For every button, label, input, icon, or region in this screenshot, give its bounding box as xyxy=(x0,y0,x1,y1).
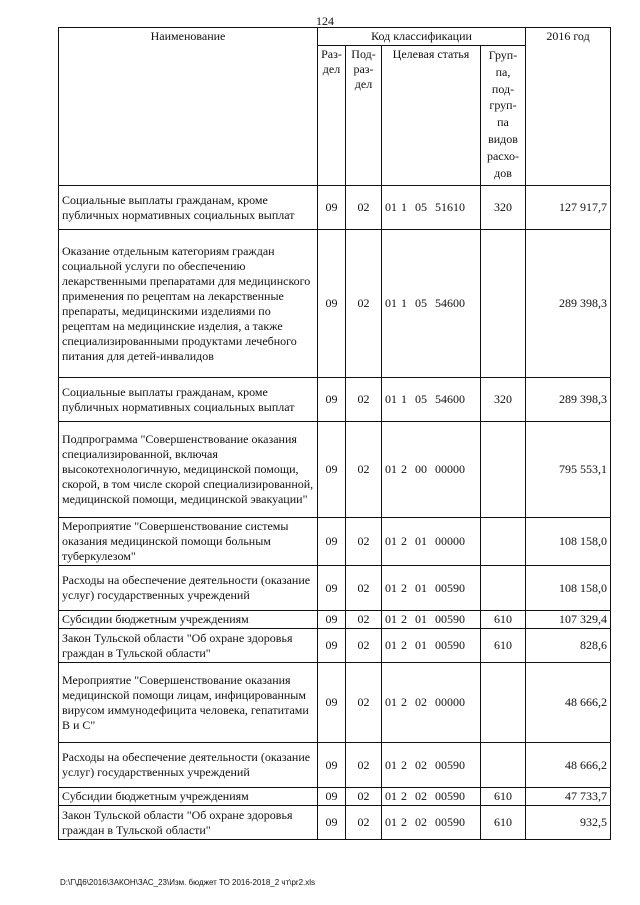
row-name: Социальные выплаты гражданам, кроме публичных нормативных социальных выплат xyxy=(59,186,318,230)
row-name: Субсидии бюджетным учреждениям xyxy=(59,788,318,806)
header-podrazdel: Под- раз- дел xyxy=(346,46,382,186)
article-direction: 00590 xyxy=(435,757,465,772)
table-row xyxy=(59,663,611,743)
row-group: 320 xyxy=(481,378,526,422)
row-value-2016: 108 158,0 xyxy=(526,518,611,566)
article-subprogram: 2 xyxy=(401,757,407,772)
article-subprogram: 1 xyxy=(401,392,407,406)
row-group xyxy=(481,230,526,378)
table-row xyxy=(59,629,611,663)
article-program: 01 xyxy=(385,612,397,626)
article-direction: 00000 xyxy=(435,534,465,548)
row-article xyxy=(382,186,481,230)
row-group: 610 xyxy=(481,806,526,840)
row-name: Социальные выплаты гражданам, кроме публичных нормативных социальных выплат xyxy=(59,378,318,422)
table-row xyxy=(59,422,611,518)
article-program: 01 xyxy=(385,580,397,595)
article-event: 02 xyxy=(415,815,427,829)
row-group xyxy=(481,518,526,566)
row-razdel: 09 xyxy=(318,629,346,663)
header-razdel: Раз- дел xyxy=(318,46,346,186)
article-event: 00 xyxy=(415,462,427,476)
article-program: 01 xyxy=(385,392,397,406)
table-row xyxy=(59,518,611,566)
header-code: Код классификации xyxy=(318,28,526,46)
row-podrazdel: 02 xyxy=(346,629,382,663)
row-group: 610 xyxy=(481,629,526,663)
article-event: 05 xyxy=(415,296,427,310)
row-value-2016: 127 917,7 xyxy=(526,186,611,230)
row-podrazdel: 02 xyxy=(346,566,382,611)
row-razdel: 09 xyxy=(318,788,346,806)
row-razdel: 09 xyxy=(318,663,346,743)
row-podrazdel: 02 xyxy=(346,230,382,378)
row-group: 320 xyxy=(481,186,526,230)
row-razdel: 09 xyxy=(318,566,346,611)
row-razdel: 09 xyxy=(318,806,346,840)
row-article xyxy=(382,518,481,566)
article-event: 02 xyxy=(415,789,427,803)
row-article xyxy=(382,566,481,611)
table-row xyxy=(59,743,611,788)
article-program: 01 xyxy=(385,296,397,310)
header-year: 2016 год xyxy=(526,28,611,186)
article-program: 01 xyxy=(385,789,397,803)
row-name: Субсидии бюджетным учреждениям xyxy=(59,611,318,629)
row-group xyxy=(481,566,526,611)
article-subprogram: 2 xyxy=(401,534,407,548)
article-subprogram: 1 xyxy=(401,296,407,310)
row-group xyxy=(481,663,526,743)
row-razdel: 09 xyxy=(318,186,346,230)
row-group xyxy=(481,743,526,788)
row-podrazdel: 02 xyxy=(346,186,382,230)
article-subprogram: 2 xyxy=(401,580,407,595)
article-event: 02 xyxy=(415,757,427,772)
article-event: 01 xyxy=(415,580,427,595)
row-article xyxy=(382,788,481,806)
row-article xyxy=(382,422,481,518)
row-podrazdel: 02 xyxy=(346,422,382,518)
article-program: 01 xyxy=(385,695,397,709)
table-row xyxy=(59,788,611,806)
table-row xyxy=(59,611,611,629)
article-direction: 00590 xyxy=(435,580,465,595)
article-direction: 00000 xyxy=(435,462,465,476)
article-subprogram: 1 xyxy=(401,200,407,214)
row-article xyxy=(382,629,481,663)
row-value-2016: 795 553,1 xyxy=(526,422,611,518)
row-article xyxy=(382,230,481,378)
article-event: 02 xyxy=(415,695,427,709)
article-event: 05 xyxy=(415,392,427,406)
table-row xyxy=(59,378,611,422)
row-article xyxy=(382,663,481,743)
row-razdel: 09 xyxy=(318,422,346,518)
file-path-footer: D:\Г\Д6\2016\ЗАКОН\ЗАС_23\Изм. бюджет ТО 2016-2018_2 чт\pr2.xls xyxy=(60,878,316,887)
table-row xyxy=(59,230,611,378)
article-direction: 51610 xyxy=(435,200,465,214)
article-program: 01 xyxy=(385,638,397,652)
row-razdel: 09 xyxy=(318,230,346,378)
article-program: 01 xyxy=(385,815,397,829)
article-direction: 54600 xyxy=(435,392,465,406)
header-group: Груп- па, под- груп- па видов расхо- дов xyxy=(481,46,526,186)
budget-table xyxy=(58,27,611,840)
table-body xyxy=(59,186,611,840)
row-group xyxy=(481,422,526,518)
row-podrazdel: 02 xyxy=(346,378,382,422)
article-direction: 00590 xyxy=(435,815,465,829)
row-value-2016: 48 666,2 xyxy=(526,743,611,788)
table-row xyxy=(59,186,611,230)
header-article: Целевая статья xyxy=(382,46,481,186)
row-name: Закон Тульской области "Об охране здоровья граждан в Тульской области" xyxy=(59,806,318,840)
article-program: 01 xyxy=(385,757,397,772)
article-direction: 00000 xyxy=(435,695,465,709)
row-razdel: 09 xyxy=(318,611,346,629)
article-direction: 00590 xyxy=(435,638,465,652)
article-subprogram: 2 xyxy=(401,815,407,829)
article-direction: 00590 xyxy=(435,789,465,803)
row-value-2016: 828,6 xyxy=(526,629,611,663)
row-article xyxy=(382,743,481,788)
article-event: 05 xyxy=(415,200,427,214)
article-subprogram: 2 xyxy=(401,789,407,803)
row-name: Мероприятие "Совершенствование системы оказания медицинской помощи больным туберкулезом" xyxy=(59,518,318,566)
article-event: 01 xyxy=(415,638,427,652)
row-article xyxy=(382,806,481,840)
row-razdel: 09 xyxy=(318,378,346,422)
row-name: Закон Тульской области "Об охране здоровья граждан в Тульской области" xyxy=(59,629,318,663)
row-article xyxy=(382,378,481,422)
article-subprogram: 2 xyxy=(401,612,407,626)
row-article xyxy=(382,611,481,629)
row-group: 610 xyxy=(481,611,526,629)
row-value-2016: 48 666,2 xyxy=(526,663,611,743)
header-name: Наименование xyxy=(59,28,318,186)
article-event: 01 xyxy=(415,612,427,626)
article-subprogram: 2 xyxy=(401,695,407,709)
table-row xyxy=(59,806,611,840)
row-razdel: 09 xyxy=(318,518,346,566)
article-program: 01 xyxy=(385,462,397,476)
row-value-2016: 47 733,7 xyxy=(526,788,611,806)
article-direction: 54600 xyxy=(435,296,465,310)
row-podrazdel: 02 xyxy=(346,518,382,566)
article-subprogram: 2 xyxy=(401,638,407,652)
row-name: Расходы на обеспечение деятельности (оказание услуг) государственных учреждений xyxy=(59,566,318,611)
row-podrazdel: 02 xyxy=(346,788,382,806)
article-direction: 00590 xyxy=(435,612,465,626)
article-program: 01 xyxy=(385,534,397,548)
page-number: 124 xyxy=(316,14,334,28)
row-podrazdel: 02 xyxy=(346,663,382,743)
article-subprogram: 2 xyxy=(401,462,407,476)
row-value-2016: 289 398,3 xyxy=(526,378,611,422)
row-name: Расходы на обеспечение деятельности (оказание услуг) государственных учреждений xyxy=(59,743,318,788)
article-program: 01 xyxy=(385,200,397,214)
row-podrazdel: 02 xyxy=(346,806,382,840)
row-value-2016: 107 329,4 xyxy=(526,611,611,629)
row-name: Оказание отдельным категориям граждан социальной услуги по обеспечению лекарственными препаратами для медицинского применения по рецептам на лекарственные препараты, медицинскими изделиями по рецептам на медицинские изделия, а также специализированными продуктами лечебного питания для детей-инвалидов xyxy=(59,230,318,378)
row-podrazdel: 02 xyxy=(346,743,382,788)
row-razdel: 09 xyxy=(318,743,346,788)
row-podrazdel: 02 xyxy=(346,611,382,629)
row-name: Подпрограмма "Совершенствование оказания специализированной, включая высокотехнологичную, медицинской помощи, скорой, в том числе скорой специализированной, медицинской помощи, медицинской эвакуации" xyxy=(59,422,318,518)
article-event: 01 xyxy=(415,534,427,548)
row-name: Мероприятие "Совершенствование оказания медицинской помощи лицам, инфицированным вирусом иммунодефицита человека, гепатитами В и С" xyxy=(59,663,318,743)
row-value-2016: 289 398,3 xyxy=(526,230,611,378)
row-value-2016: 108 158,0 xyxy=(526,566,611,611)
table-row xyxy=(59,566,611,611)
row-group: 610 xyxy=(481,788,526,806)
row-value-2016: 932,5 xyxy=(526,806,611,840)
